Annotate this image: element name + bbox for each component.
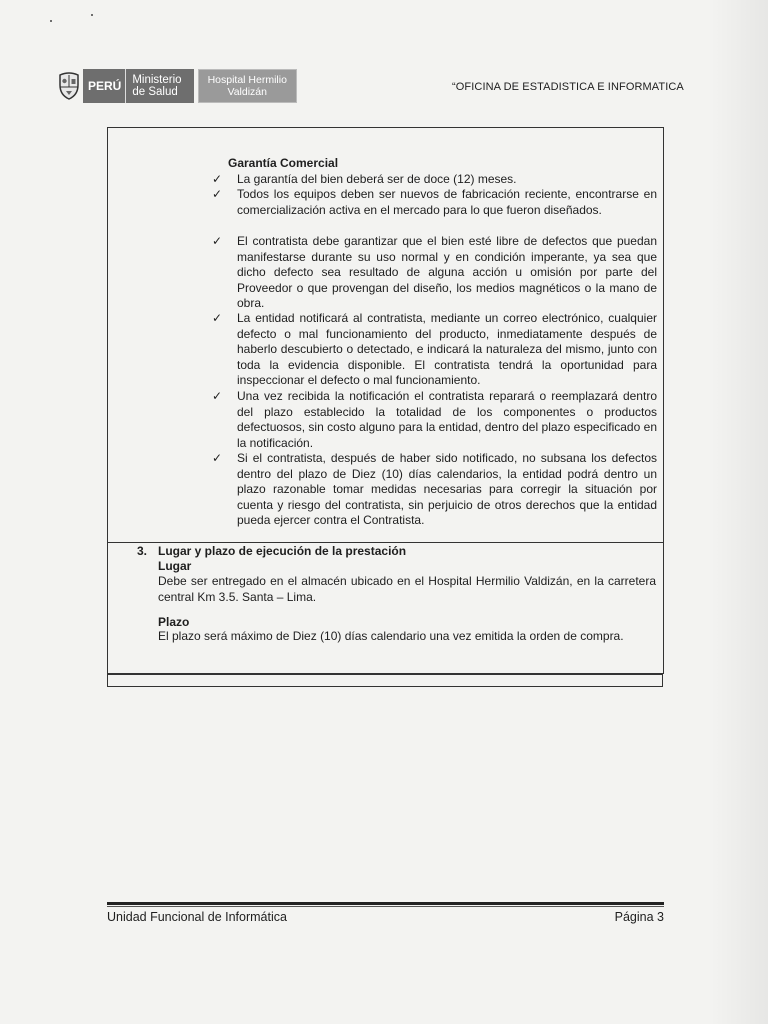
checkmark-icon: ✓ [212, 187, 223, 201]
checkmark-icon: ✓ [212, 451, 223, 465]
term-label: Plazo [158, 615, 190, 629]
table-rule [107, 673, 663, 675]
hospital-line2: Valdizán [227, 86, 267, 98]
scan-speck [91, 14, 93, 16]
table-rule [107, 686, 663, 687]
bullet-text: Si el contratista, después de haber sido notificado, no subsana los defectos dentro del plazo de Diez (10) días calendarios, la entidad podrá dentro un plazo razonable tomar medidas necesarias para corregir la situación por cuenta y riesgo del contratista, sin perjuicio de otros derechos que la entidad pueda ejercer contra el Contratista. [237, 451, 657, 528]
scan-edge-shadow [710, 0, 768, 1024]
bullet-text: La entidad notificará al contratista, mediante un correo electrónico, cualquier defecto o mal funcionamiento del producto, inmediatamente después de haberlo descubierto o detectado, e indicará la naturaleza del mismo, junto con toda la evidencia disponible. El contratista tendrá la oportunidad para inspeccionar el defecto o mal funcionamiento. [237, 311, 657, 388]
footer-rule [107, 902, 664, 905]
checkmark-icon: ✓ [212, 311, 223, 325]
section-title: Lugar y plazo de ejecución de la prestación [158, 544, 407, 558]
warranty-bullet [212, 187, 657, 218]
warranty-bullet [212, 311, 657, 389]
bullet-text: La garantía del bien deberá ser de doce (12) meses. [237, 172, 517, 186]
hospital-label [198, 69, 297, 103]
ministry-logo [55, 69, 297, 103]
page-number: Página 3 [614, 910, 664, 924]
ministry-line2: de Salud [132, 86, 178, 98]
warranty-bullet [212, 234, 657, 312]
footer-unit: Unidad Funcional de Informática [107, 910, 287, 924]
checkmark-icon: ✓ [212, 389, 223, 403]
peru-label: PERÚ [83, 69, 126, 103]
checkmark-icon: ✓ [212, 172, 223, 186]
office-title: “OFICINA DE ESTADISTICA E INFORMATICA [452, 81, 684, 93]
hospital-line1: Hospital Hermilio [207, 74, 287, 86]
bullet-text: Una vez recibida la notificación el contratista reparará o reemplazará dentro del plazo establecido la totalidad de los componentes o productos defectuosos, sin costo alguno para la entidad, dentro del plazo especificado en la notificación. [237, 389, 657, 450]
warranty-bullet [212, 389, 657, 451]
scan-speck [50, 20, 52, 22]
checkmark-icon: ✓ [212, 234, 223, 248]
ministry-label [126, 74, 193, 98]
ministry-line1: Ministerio [132, 74, 182, 86]
bullet-text: Todos los equipos deben ser nuevos de fabricación reciente, encontrarse en comercialización activa en el mercado para lo que fueron diseñados. [237, 187, 657, 217]
coat-of-arms-icon [55, 69, 83, 103]
footer-rule [107, 906, 664, 907]
place-text: Debe ser entregado en el almacén ubicado en el Hospital Hermilio Valdizán, en la carretera central Km 3.5. Santa – Lima. [158, 574, 656, 604]
warranty-title: Garantía Comercial [228, 156, 339, 170]
bullet-text: El contratista debe garantizar que el bien esté libre de defectos que puedan manifestarse durante su uso normal y en condición imperante, ya sea que dicho defecto sea resultado de alguna acción u omisión por parte del Proveedor o que provengan del diseño, los medios magnéticos o la mano de obra. [237, 234, 657, 311]
term-text: El plazo será máximo de Diez (10) días calendario una vez emitida la orden de compra. [158, 629, 624, 643]
warranty-bullet [212, 451, 657, 529]
section-number: 3. [137, 544, 148, 558]
place-label: Lugar [158, 559, 192, 573]
peru-ministry-block [83, 69, 194, 103]
warranty-bullet [212, 172, 657, 188]
